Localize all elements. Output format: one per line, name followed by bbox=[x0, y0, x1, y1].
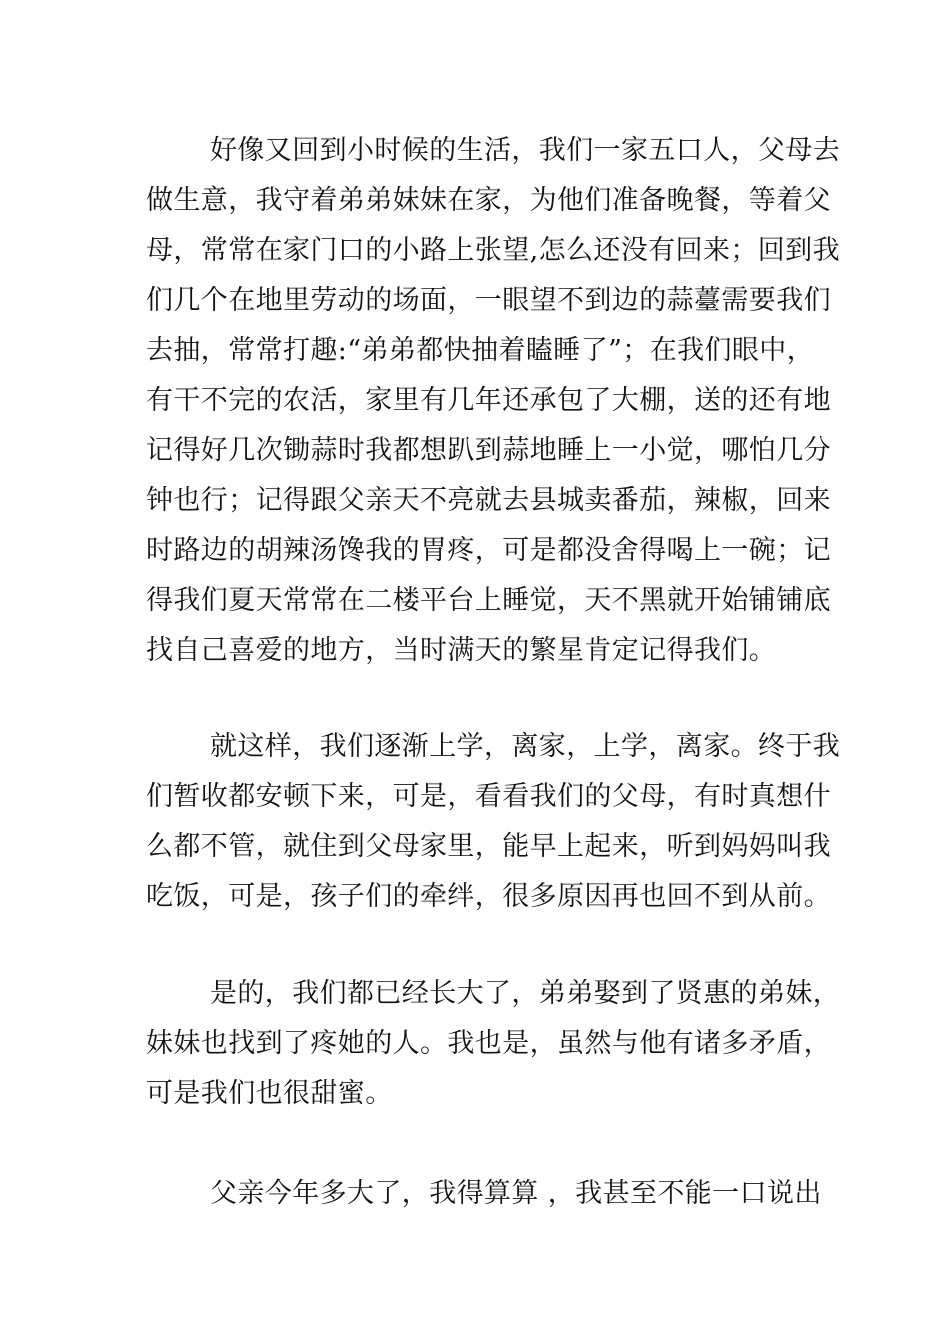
text-line: 就这样，我们逐渐上学，离家，上学，离家。终于我 bbox=[210, 731, 841, 762]
paragraph-3 bbox=[146, 969, 841, 1119]
text-line: 们几个在地里劳动的场面，一眼望不到边的蒜薹需要我们 bbox=[146, 285, 831, 316]
text-line: 时路边的胡辣汤馋我的胃疼，可是都没舍得喝上一碗；记 bbox=[146, 535, 831, 566]
text-line: 找自己喜爱的地方，当时满天的繁星肯定记得我们。 bbox=[146, 635, 777, 666]
text-line: 吃饭，可是，孩子们的牵绊，很多原因再也回不到从前。 bbox=[146, 881, 831, 912]
text-line: 钟也行；记得跟父亲天不亮就去县城卖番茄，辣椒，回来 bbox=[146, 485, 831, 516]
text-line: 好像又回到小时候的生活，我们一家五口人，父母去 bbox=[210, 135, 841, 166]
text-line: 是的，我们都已经长大了，弟弟娶到了贤惠的弟妹， bbox=[210, 978, 841, 1009]
paragraph-1 bbox=[146, 126, 841, 676]
text-line: 母，常常在家门口的小路上张望,怎么还没有回来；回到我 bbox=[146, 235, 840, 266]
text-line: 们暂收都安顿下来，可是，看看我们的父母，有时真想什 bbox=[146, 781, 831, 812]
text-line: 去抽，常常打趣:“弟弟都快抽着瞌睡了”；在我们眼中， bbox=[146, 335, 815, 366]
paragraph-4 bbox=[146, 1169, 826, 1219]
text-line: 父亲今年多大了，我得算算 ，我甚至不能一口说出 bbox=[210, 1178, 822, 1209]
paragraph-2 bbox=[146, 722, 841, 922]
text-line: 记得好几次锄蒜时我都想趴到蒜地睡上一小觉，哪怕几分 bbox=[146, 435, 831, 466]
text-line: 可是我们也很甜蜜。 bbox=[146, 1078, 393, 1109]
text-line: 做生意，我守着弟弟妹妹在家，为他们准备晚餐，等着父 bbox=[146, 185, 831, 216]
text-line: 妹妹也找到了疼她的人。我也是，虽然与他有诸多矛盾， bbox=[146, 1028, 831, 1059]
text-line: 得我们夏天常常在二楼平台上睡觉，天不黑就开始铺铺底 bbox=[146, 585, 831, 616]
text-line: 么都不管，就住到父母家里，能早上起来，听到妈妈叫我 bbox=[146, 831, 831, 862]
text-line: 有干不完的农活，家里有几年还承包了大棚，送的还有地 bbox=[146, 385, 831, 416]
